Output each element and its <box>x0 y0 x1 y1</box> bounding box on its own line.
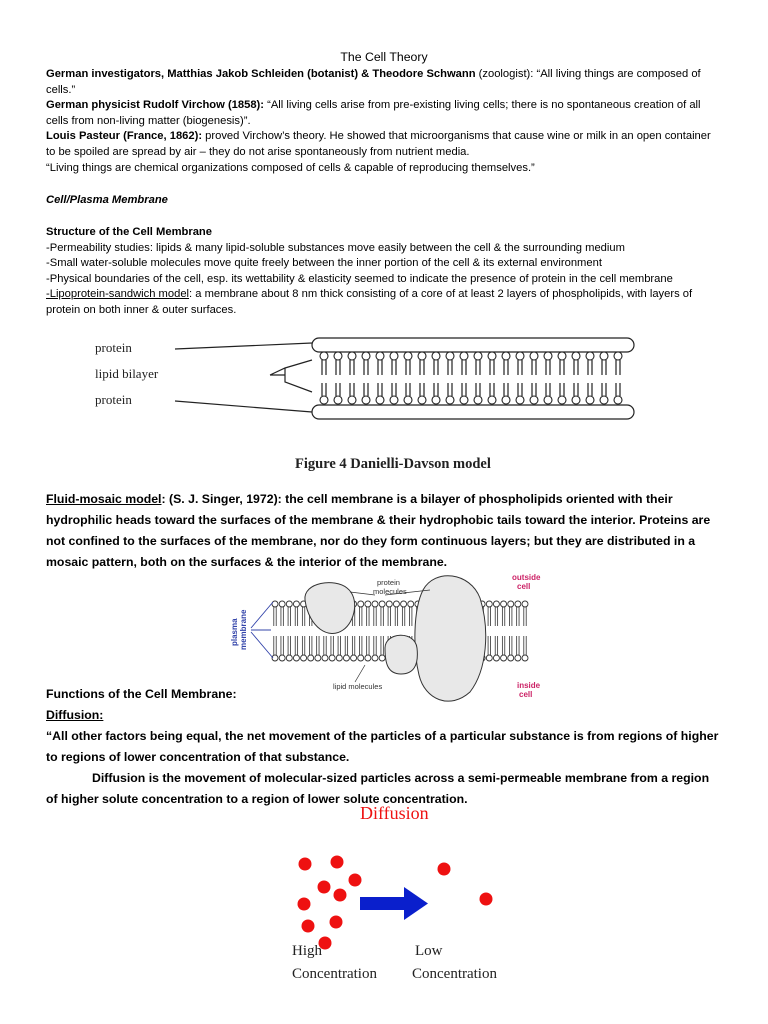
phospholipid-head-outer <box>372 601 378 607</box>
phospholipid-tail-inner <box>302 636 304 655</box>
lipid-tail-top <box>588 360 592 375</box>
lipid-head-bottom <box>446 396 454 404</box>
lipid-head-top <box>544 352 552 360</box>
structure-section <box>46 225 722 319</box>
schleiden-schwann: German investigators, Matthias Jakob Schleiden (botanist) & Theodore Schwann <box>46 68 476 80</box>
pasteur: Louis Pasteur (France, 1862): <box>46 130 203 143</box>
lipid-tail-top <box>462 360 466 375</box>
lipid-tail-bottom <box>420 383 424 396</box>
phospholipid-head-outer <box>379 601 385 607</box>
intro-paragraph-2 <box>46 98 722 129</box>
phospholipid-head-outer <box>501 601 507 607</box>
lipid-head-top <box>488 352 496 360</box>
phospholipid-head-outer <box>293 601 299 607</box>
phospholipid-tail-inner <box>510 636 512 655</box>
lipoprotein-sandwich-label: -Lipoprotein-sandwich model <box>46 288 190 301</box>
lipid-tail-top <box>350 360 354 375</box>
lipid-head-bottom <box>390 396 398 404</box>
phospholipid-head-inner <box>493 655 499 661</box>
virchow: German physicist Rudolf Virchow (1858): <box>46 99 265 112</box>
lipid-head-bottom <box>320 396 328 404</box>
label-inside: inside <box>517 681 541 690</box>
label-membrane: membrane <box>239 609 248 650</box>
label-outside: outside <box>512 573 541 582</box>
lipid-tail-top <box>574 360 578 375</box>
phospholipid-tail-outer <box>510 607 512 626</box>
phospholipid-tail-inner <box>345 636 347 655</box>
phospholipid-tail-inner <box>374 636 376 655</box>
label-inside-cell: cell <box>519 690 533 699</box>
lipid-tail-bottom <box>532 383 536 396</box>
phospholipid-tail-inner <box>488 636 490 655</box>
p3-text: proved Virchow’s theory. He showed that microorganisms that cause wine or milk in an open container to be spoiled are spread by air – they do not arise spontaneously from nutrient media. <box>46 130 711 158</box>
surface-protein <box>305 583 355 634</box>
phospholipid-head-outer <box>486 601 492 607</box>
phospholipid-head-inner <box>351 655 357 661</box>
label-high: High <box>292 943 322 959</box>
lipid-tail-top <box>476 360 480 375</box>
lipid-head-top <box>558 352 566 360</box>
phospholipid-head-outer <box>508 601 514 607</box>
lipid-head-top <box>362 352 370 360</box>
lipid-tail-top <box>406 360 410 375</box>
phospholipid-head-outer <box>279 601 285 607</box>
lipid-tail-top <box>518 360 522 375</box>
lipid-tail-bottom <box>490 383 494 396</box>
phospholipid-tail-inner <box>281 636 283 655</box>
peripheral-protein <box>385 635 417 674</box>
lipid-tail-top <box>560 360 564 375</box>
page-title: The Cell Theory <box>340 50 428 64</box>
phospholipid-tail-outer <box>295 607 297 626</box>
phospholipid-head-outer <box>515 601 521 607</box>
phospholipid-head-outer <box>522 601 528 607</box>
lipid-head-top <box>586 352 594 360</box>
phospholipid-head-outer <box>393 601 399 607</box>
danielli-davson-figure <box>80 330 640 480</box>
intro-paragraph-1 <box>46 67 722 98</box>
phospholipid-head-outer <box>358 601 364 607</box>
lipid-head-bottom <box>488 396 496 404</box>
membrane-diagram <box>312 338 634 419</box>
fluid-mosaic-label: Fluid-mosaic model <box>46 492 162 506</box>
solute-particle <box>318 881 331 894</box>
diffusion-quote: “All other factors being equal, the net movement of the particles of a particular substance is from regions of higher to regions of lower concentration of that substance. <box>46 729 719 764</box>
lipid-tail-top <box>378 360 382 375</box>
lipid-tail-top <box>448 360 452 375</box>
lipid-tail-top <box>364 360 368 375</box>
p1-text: (zoologist): “All living things are composed of cells.” <box>46 68 701 96</box>
protein-layer-top <box>312 338 634 352</box>
diffusion-heading: Diffusion: <box>46 708 104 722</box>
lipid-head-bottom <box>404 396 412 404</box>
lipid-tail-top <box>616 360 620 375</box>
fluid-mosaic-text: : (S. J. Singer, 1972): the cell membrane is a bilayer of phospholipids oriented with their hydrophilic heads toward the surfaces of the membrane & their hydrophobic tails toward the interior. Proteins are not confined to the surfaces of the membrane, nor do they form continuous layers; but they are distributed in a mosaic pattern, both on the surfaces & the interior of the membrane. <box>46 492 711 569</box>
phospholipid-tail-inner <box>381 636 383 655</box>
phospholipid-head-inner <box>501 655 507 661</box>
intro-paragraph-4: “Living things are chemical organizations composed of cells & capable of reproducing themselves.” <box>46 161 535 174</box>
phospholipid-tail-inner <box>295 636 297 655</box>
intro-paragraph-3 <box>46 129 722 160</box>
lipid-tail-bottom <box>476 383 480 396</box>
phospholipid-head-inner <box>286 655 292 661</box>
phospholipid-head-inner <box>486 655 492 661</box>
structure-item-4 <box>46 287 722 318</box>
solute-particle <box>331 856 344 869</box>
lipid-head-bottom <box>544 396 552 404</box>
plasma-pointers <box>251 602 273 658</box>
label-low-concentration: Concentration <box>412 966 497 982</box>
phospholipid-head-inner <box>343 655 349 661</box>
lipid-head-bottom <box>516 396 524 404</box>
phospholipid-tail-outer <box>288 607 290 626</box>
phospholipid-tail-outer <box>488 607 490 626</box>
structure-item-2: -Small water-soluble molecules move quite freely between the inner portion of the cell & its external environment <box>46 257 602 270</box>
lipid-head-top <box>446 352 454 360</box>
figure4-caption: Figure 4 Danielli-Davson model <box>295 456 491 472</box>
lipid-head-top <box>390 352 398 360</box>
functions-heading: Functions of the Cell Membrane: <box>46 687 237 701</box>
lipid-head-bottom <box>362 396 370 404</box>
phospholipid-head-inner <box>301 655 307 661</box>
item4-text: : a membrane about 8 nm thick consisting of a core of at least 2 layers of phospholipids, with layers of protein on both inner & outer surfaces. <box>46 288 693 316</box>
phospholipid-tail-outer <box>410 607 412 626</box>
phospholipid-head-inner <box>372 655 378 661</box>
lipid-tail-bottom <box>560 383 564 396</box>
phospholipid-tail-outer <box>502 607 504 626</box>
solute-particle <box>299 858 312 871</box>
lipid-tail-bottom <box>462 383 466 396</box>
phospholipid-head-inner <box>358 655 364 661</box>
phospholipid-head-inner <box>336 655 342 661</box>
fluid-mosaic-paragraph <box>46 489 722 573</box>
label-plasma: plasma <box>230 618 239 646</box>
integral-protein <box>415 576 486 701</box>
phospholipid-tail-inner <box>517 636 519 655</box>
phospholipid-tail-inner <box>310 636 312 655</box>
phospholipid-tail-outer <box>274 607 276 626</box>
lipid-head-top <box>600 352 608 360</box>
protein-layer-bottom <box>312 405 634 419</box>
lipid-head-top <box>404 352 412 360</box>
phospholipid-tail-outer <box>302 607 304 626</box>
label-lipid-molecules: lipid molecules <box>333 682 383 691</box>
lipid-head-top <box>418 352 426 360</box>
lipid-tail-bottom <box>434 383 438 396</box>
lipid-head-bottom <box>614 396 622 404</box>
phospholipid-head-inner <box>308 655 314 661</box>
label-outside-cell: cell <box>517 582 531 591</box>
intro-section <box>46 67 722 176</box>
phospholipid-tail-inner <box>288 636 290 655</box>
lipid-head-bottom <box>558 396 566 404</box>
functions-section <box>46 684 722 810</box>
lipid-tail-top <box>602 360 606 375</box>
lipid-head-bottom <box>376 396 384 404</box>
solute-particle <box>438 863 451 876</box>
lipid-head-bottom <box>432 396 440 404</box>
diffusion-title: Diffusion <box>360 803 429 823</box>
lipid-tail-top <box>336 360 340 375</box>
lipid-head-top <box>460 352 468 360</box>
phospholipid-tail-inner <box>360 636 362 655</box>
phospholipid-head-outer <box>272 601 278 607</box>
phospholipid-tail-inner <box>502 636 504 655</box>
solute-particle <box>298 898 311 911</box>
phospholipid-head-inner <box>522 655 528 661</box>
lipid-tail-bottom <box>546 383 550 396</box>
lipid-head-bottom <box>334 396 342 404</box>
phospholipid-tail-inner <box>524 636 526 655</box>
phospholipid-tail-outer <box>495 607 497 626</box>
structure-item-1: -Permeability studies: lipids & many lipid-soluble substances move easily between the cell & the surrounding medium <box>46 241 625 254</box>
phospholipid-head-inner <box>365 655 371 661</box>
solute-particle <box>349 874 362 887</box>
phospholipid-head-inner <box>293 655 299 661</box>
label-lipid-bilayer: lipid bilayer <box>95 366 159 381</box>
phospholipid-head-inner <box>508 655 514 661</box>
lipid-tail-bottom <box>504 383 508 396</box>
phospholipid-tail-inner <box>338 636 340 655</box>
lipid-tail-top <box>504 360 508 375</box>
phospholipid-tail-inner <box>495 636 497 655</box>
lipid-tail-bottom <box>392 383 396 396</box>
structure-heading: Structure of the Cell Membrane <box>46 226 212 238</box>
lipid-head-bottom <box>348 396 356 404</box>
lipid-head-bottom <box>418 396 426 404</box>
phospholipid-tail-inner <box>331 636 333 655</box>
lipid-head-top <box>572 352 580 360</box>
lipid-head-top <box>320 352 328 360</box>
lipid-tail-bottom <box>518 383 522 396</box>
lipid-tail-bottom <box>602 383 606 396</box>
solute-particle <box>334 889 347 902</box>
diffusion-definition: Diffusion is the movement of molecular-sized particles across a semi-permeable membrane from a region of higher solute concentration to a region of lower solute concentration. <box>46 771 710 806</box>
lipid-tail-bottom <box>350 383 354 396</box>
phospholipid-tail-inner <box>352 636 354 655</box>
phospholipid-tail-outer <box>360 607 362 626</box>
lipid-head-bottom <box>474 396 482 404</box>
phospholipid-head-inner <box>322 655 328 661</box>
lipid-tail-top <box>392 360 396 375</box>
lipid-head-top <box>474 352 482 360</box>
diffusion-figure <box>270 798 510 998</box>
lipid-head-top <box>530 352 538 360</box>
phospholipid-tail-inner <box>274 636 276 655</box>
lipid-head-bottom <box>502 396 510 404</box>
phospholipid-head-inner <box>379 655 385 661</box>
phospholipid-tail-outer <box>388 607 390 626</box>
lipid-tail-top <box>532 360 536 375</box>
phospholipid-tail-inner <box>367 636 369 655</box>
phospholipid-head-outer <box>365 601 371 607</box>
lipid-head-bottom <box>530 396 538 404</box>
lipid-head-top <box>348 352 356 360</box>
phospholipid-tail-outer <box>402 607 404 626</box>
structure-item-3: -Physical boundaries of the cell, esp. its wettability & elasticity seemed to indicate the presence of protein in the cell membrane <box>46 272 673 285</box>
lipid-head-top <box>376 352 384 360</box>
phospholipid-tail-inner <box>324 636 326 655</box>
phospholipid-tail-outer <box>281 607 283 626</box>
lipid-tail-bottom <box>364 383 368 396</box>
lipid-tail-bottom <box>588 383 592 396</box>
lipid-head-top <box>614 352 622 360</box>
lipid-head-top <box>516 352 524 360</box>
phospholipid-tail-outer <box>395 607 397 626</box>
lipid-tail-bottom <box>448 383 452 396</box>
lipid-head-bottom <box>572 396 580 404</box>
lipid-head-top <box>334 352 342 360</box>
label-protein-bottom: protein <box>95 392 132 407</box>
solute-particle <box>330 916 343 929</box>
lipid-head-bottom <box>460 396 468 404</box>
solute-particle <box>480 893 493 906</box>
lipid-tail-bottom <box>406 383 410 396</box>
label-protein-top: protein <box>95 340 132 355</box>
p2-text: “All living cells arise from pre-existing living cells; there is no spontaneous creation of all cells from non-living matter (biogenesis)”. <box>46 99 701 127</box>
phospholipid-tail-outer <box>374 607 376 626</box>
phospholipid-head-outer <box>286 601 292 607</box>
lipid-tail-top <box>546 360 550 375</box>
phospholipid-tail-inner <box>317 636 319 655</box>
label-pointers <box>175 343 312 412</box>
phospholipid-tail-outer <box>367 607 369 626</box>
phospholipid-tail-outer <box>524 607 526 626</box>
phospholipid-head-inner <box>515 655 521 661</box>
phospholipid-head-inner <box>329 655 335 661</box>
solute-particle <box>302 920 315 933</box>
lipid-tail-bottom <box>322 383 326 396</box>
phospholipid-head-outer <box>386 601 392 607</box>
lipid-tail-top <box>322 360 326 375</box>
membrane-heading: Cell/Plasma Membrane <box>46 194 168 206</box>
label-high-concentration: Concentration <box>292 966 377 982</box>
lipid-tail-bottom <box>378 383 382 396</box>
lipid-tail-bottom <box>336 383 340 396</box>
lipid-tail-bottom <box>574 383 578 396</box>
phospholipid-head-outer <box>401 601 407 607</box>
lipid-head-top <box>502 352 510 360</box>
lipid-head-bottom <box>600 396 608 404</box>
lipid-head-top <box>432 352 440 360</box>
label-molecules: molecules <box>373 587 407 596</box>
lipid-tail-top <box>420 360 424 375</box>
lipid-head-bottom <box>586 396 594 404</box>
phospholipid-tail-outer <box>517 607 519 626</box>
arrow-right-icon <box>360 887 428 920</box>
lipid-tail-top <box>434 360 438 375</box>
lipid-tail-top <box>490 360 494 375</box>
phospholipid-head-inner <box>315 655 321 661</box>
phospholipid-head-outer <box>408 601 414 607</box>
phospholipid-tail-outer <box>381 607 383 626</box>
phospholipid-head-inner <box>279 655 285 661</box>
label-protein: protein <box>377 578 400 587</box>
lipid-tail-bottom <box>616 383 620 396</box>
phospholipid-head-outer <box>493 601 499 607</box>
label-low: Low <box>415 943 443 959</box>
